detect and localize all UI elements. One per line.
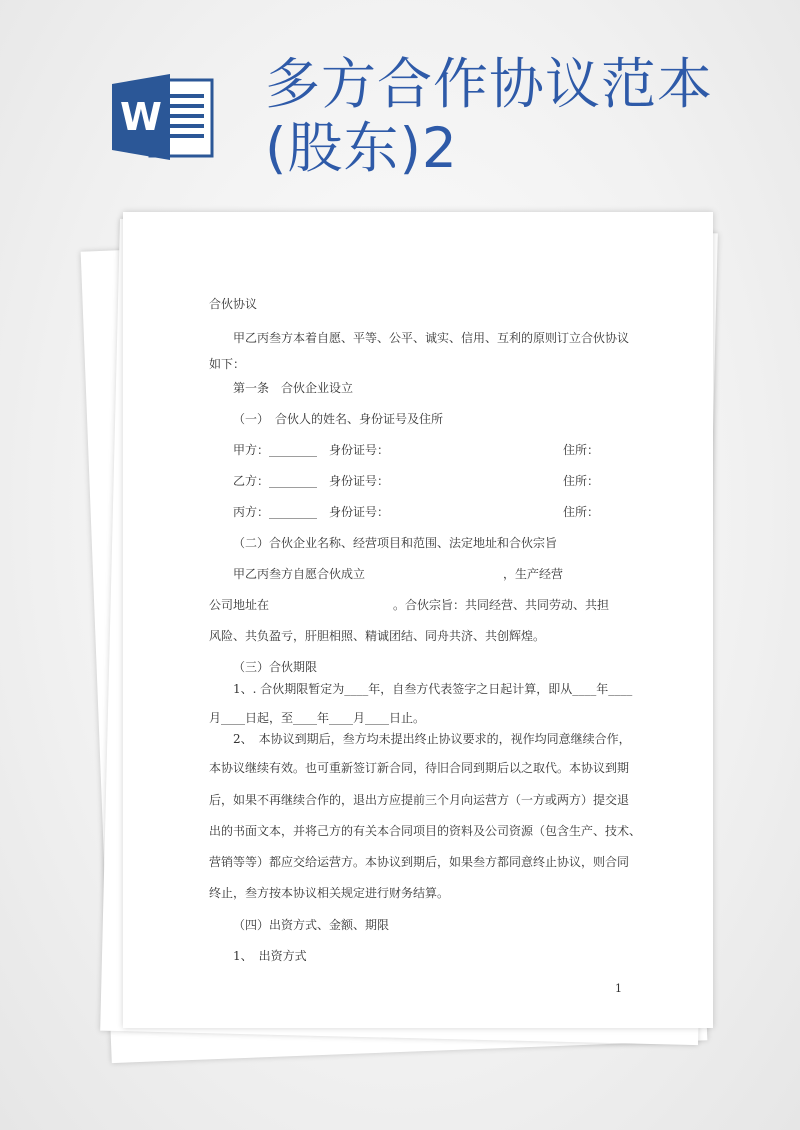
doc-section-heading: 第一条 合伙企业设立: [233, 381, 354, 395]
doc-line: 1、. 合伙期限暂定为____年，自叁方代表签字之日起计算，即从____年____: [233, 682, 633, 696]
doc-subsection-heading: （一） 合伙人的姓名、身份证号及住所: [233, 412, 444, 426]
page-title: [265, 52, 785, 180]
doc-line: 月____日起，至____年____月____日止。: [209, 711, 426, 725]
party-c-line: 丙方：________ 身份证号：: [233, 505, 390, 519]
doc-line: 营销等等）都应交给运营方。本协议到期后，如果叁方都同意终止协议，则合同: [209, 855, 630, 869]
doc-line: 1、 出资方式: [233, 949, 307, 963]
party-b-line: 乙方：________ 身份证号：: [233, 474, 390, 488]
doc-line: 后，如果不再继续合作的，退出方应提前三个月向运营方（一方或两方）提交退: [209, 793, 630, 807]
header: [0, 0, 800, 210]
doc-line: 公司地址在: [209, 598, 270, 612]
doc-heading: 合伙协议: [209, 297, 258, 311]
doc-line: 本协议继续有效。也可重新签订新合同，待旧合同到期后以之取代。本协议到期: [209, 761, 630, 775]
party-a-line: 甲方：________ 身份证号：: [233, 443, 390, 457]
word-document-icon: [112, 72, 214, 162]
doc-line: 终止，叁方按本协议相关规定进行财务结算。: [209, 886, 450, 900]
svg-text:W: W: [120, 95, 162, 139]
document-page: [123, 212, 713, 1028]
party-b-address-label: 住所：: [563, 474, 600, 488]
document-body: [123, 212, 713, 1028]
doc-line: 甲乙丙叁方自愿合伙成立: [233, 567, 366, 581]
doc-line: 风险、共负盈亏，肝胆相照、精诚团结、同舟共济、共创辉煌。: [209, 629, 546, 643]
doc-line: 出的书面文本，并将己方的有关本合同项目的资料及公司资源（包含生产、技术、: [209, 824, 642, 838]
doc-line: ，生产经营: [503, 567, 564, 581]
doc-line: 。合伙宗旨：共同经营、共同劳动、共担: [393, 598, 610, 612]
title-line-2: (股东)2: [265, 116, 458, 180]
doc-subsection-heading: （三）合伙期限: [233, 660, 318, 674]
party-a-address-label: 住所：: [563, 443, 600, 457]
party-c-address-label: 住所：: [563, 505, 600, 519]
doc-line: 2、 本协议到期后，叁方均未提出终止协议要求的，视作均同意继续合作，: [233, 732, 631, 746]
doc-subsection-heading: （四）出资方式、金额、期限: [233, 918, 390, 932]
doc-line: 甲乙丙叁方本着自愿、平等、公平、诚实、信用、互利的原则订立合伙协议: [233, 331, 630, 345]
title-line-1: 多方合作协议范本: [265, 52, 714, 116]
doc-line: 如下：: [209, 357, 246, 371]
page-number: 1: [615, 982, 622, 995]
doc-subsection-heading: （二）合伙企业名称、经营项目和范围、法定地址和合伙宗旨: [233, 536, 558, 550]
